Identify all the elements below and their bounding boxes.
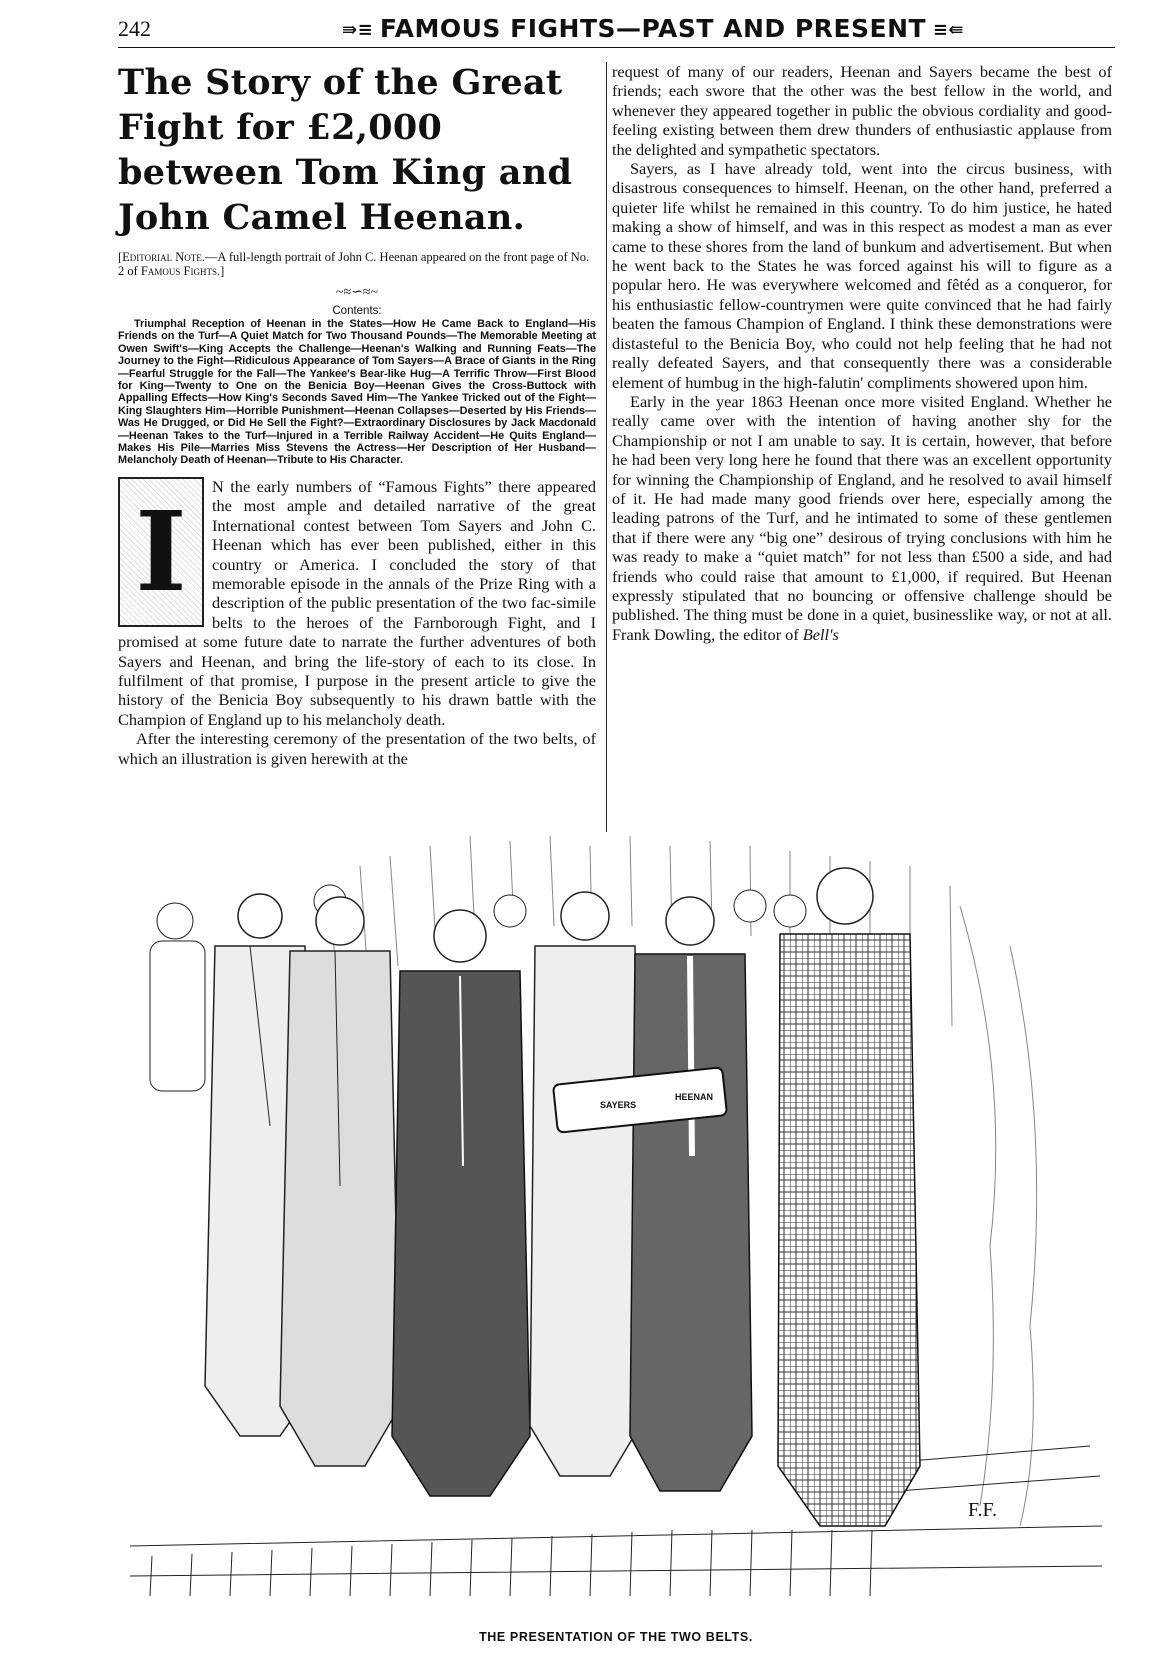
page-number: 242 [118, 16, 151, 41]
contents-list: Triumphal Reception of Heenan in the States—How He Came Back to England—His Friends on the Turf—A Quiet Match for Two Thousand Pounds—The Memorable Meeting at Owen Swift's—King Accepts the Challenge—Heenan's Walking and Running Feats—The Journey to the Fight—Ridiculous Appearance of Tom Sayers—A Brace of Giants in the Ring—Fearful Struggle for the Fall—The Yankee's Bear-like Hug—A Terrific Throw—First Blood for King—Twenty to One on the Benicia Boy—Heenan Gives the Cross-Buttock with Appalling Effects—How King's Seconds Saved Him—The Yankee Tricked out of the Fight—King Slaughters Him—Horrible Punishment—Heenan Collapses—Deserted by His Friends—Was He Drugged, or Did He Sell the Fight?—Extraordinary Disclosures by Jack Macdonald—Heenan Takes to the Turf—Injured in a Terrible Railway Accident—He Quits England—Makes His Pile—Marries Miss Stevens the Actress—Her Description of Her Husband—Melancholy Death of Heenan—Tribute to His Character. [118, 318, 596, 467]
opening-paragraph-block [118, 477, 596, 729]
editorial-text: —A full-length portrait of John C. Heenan appeared on the front page of No. 2 of [118, 250, 590, 278]
ornament-divider-icon: ~≈∽≈~ [335, 285, 379, 300]
figure-man-3-dark-coat [392, 910, 530, 1496]
editorial-note: [Editorial Note.—A full-length portrait of John C. Heenan appeared on the front page of No. 2 of Famous Fights.] [118, 250, 590, 278]
belt-label-right: HEENAN [675, 1092, 714, 1102]
paragraph-5-text: Early in the year 1863 Heenan once more visited England. Whether he really came over with the intention of having another shy for the Championship or not I am unable to say. It is certain, however, that before he had been very long here he found that there was an excellent opportunity for winning the Championship of England, and he resolved to avail himself of it. He had made many good friends over here, especially among the leading patrons of the Turf, and he intimated to some of these gentlemen that if there were any “big one” desirous of trying conclusions with him he was ready to make a “quiet match” for not less than £500 a side, and had friends who could raise that amount to £1,000, if required. But Heenan expressly stipulated that no bouncing or offensive challenge should be published. The thing must be done in a quiet, businesslike way, or not at all. Frank Dowling, the editor of [612, 391, 1112, 644]
illustration-caption: THE PRESENTATION OF THE TWO BELTS. [479, 1630, 753, 1644]
paragraph-1: N the early numbers of “Famous Fights” there appeared the most ample and detailed narrative of the great International contest between Tom Sayers and John C. Heenan which has ever been published, either in this country or America. I concluded the story of that memorable episode in the annals of the Prize Ring with a description of the public presentation of the two fac-simile belts to the heroes of the Farnborough Fight, and I promised at some future date to narrate the further adventures of both Sayers and Heenan, and bring the life-story of each to its close. In fulfilment of that promise, I purpose in the present article to give the history of the Benicia Boy subsequently to his drawn battle with the Champion of England up to his melancholy death. [118, 476, 596, 729]
figure-man-4 [530, 892, 640, 1476]
paragraph-2: After the interesting ceremony of the presentation of the two belts, of which an illustration is given herewith at the [118, 729, 596, 768]
paragraph-5 [612, 392, 1112, 644]
paragraph-4: Sayers, as I have already told, went into the circus business, with disastrous consequences to himself. Heenan, on the other hand, preferred a quieter life whilst he remained in this country. To do him justice, he hated making a show of himself, and was in this respect as modest a man as ever came to these shores from the land of bunkum and advertisement. But when he went back to the States he was forced against his will to figure as a popular hero. He was everywhere welcomed and fêtéd as a conqueror, for his enthusiastic fellow-countrymen were quite convinced that he had fairly beaten the famous Champion of England. I think these demonstrations were distasteful to the Benicia Boy, who could not help feeling that he had not really defeated Sayers, and that consequently there was a considerable element of humbug in the high-falutin' compliments showered upon him. [612, 159, 1112, 392]
page-header [118, 14, 1118, 48]
dropcap-initial [118, 477, 204, 627]
figure-man-5-holding-belts [630, 897, 752, 1491]
paragraph-3: request of many of our readers, Heenan and Sayers became the best of friends; each swore that the other was the best fellow in the world, and whenever they appeared together in public the obvious cordiality and good-feeling existing between them drew thunders of enthusiastic applause from the delighted and sympathetic spectators. [612, 62, 1112, 159]
right-column [612, 62, 1112, 644]
figure-man-2 [280, 897, 400, 1466]
running-title [273, 14, 1033, 43]
column-divider [606, 62, 607, 832]
editorial-publication: Famous Fights [140, 264, 217, 278]
ornament-left-icon: ⇛≡ [341, 19, 380, 41]
editorial-label: Editorial Note. [122, 250, 205, 264]
stage-floor [130, 1446, 1102, 1596]
contents-heading: Contents: [332, 305, 382, 317]
illustration [130, 826, 1102, 1601]
paragraph-5-italic: Bell's [802, 624, 839, 644]
dropcap-letter: I [135, 486, 187, 616]
article-title: The Story of the Great Fight for £2,000 between Tom King and John Camel Heenan. [118, 62, 573, 238]
ornament-right-icon: ≡⇚ [926, 19, 965, 41]
figures-group [150, 868, 920, 1526]
belt-label-left: SAYERS [600, 1100, 637, 1110]
header-rule [118, 47, 1115, 48]
running-title-text: FAMOUS FIGHTS—PAST AND PRESENT [379, 14, 927, 43]
left-column [118, 60, 596, 768]
artist-signature: F.F. [968, 1499, 998, 1521]
figure-man-6-plaid-suit [778, 868, 920, 1526]
